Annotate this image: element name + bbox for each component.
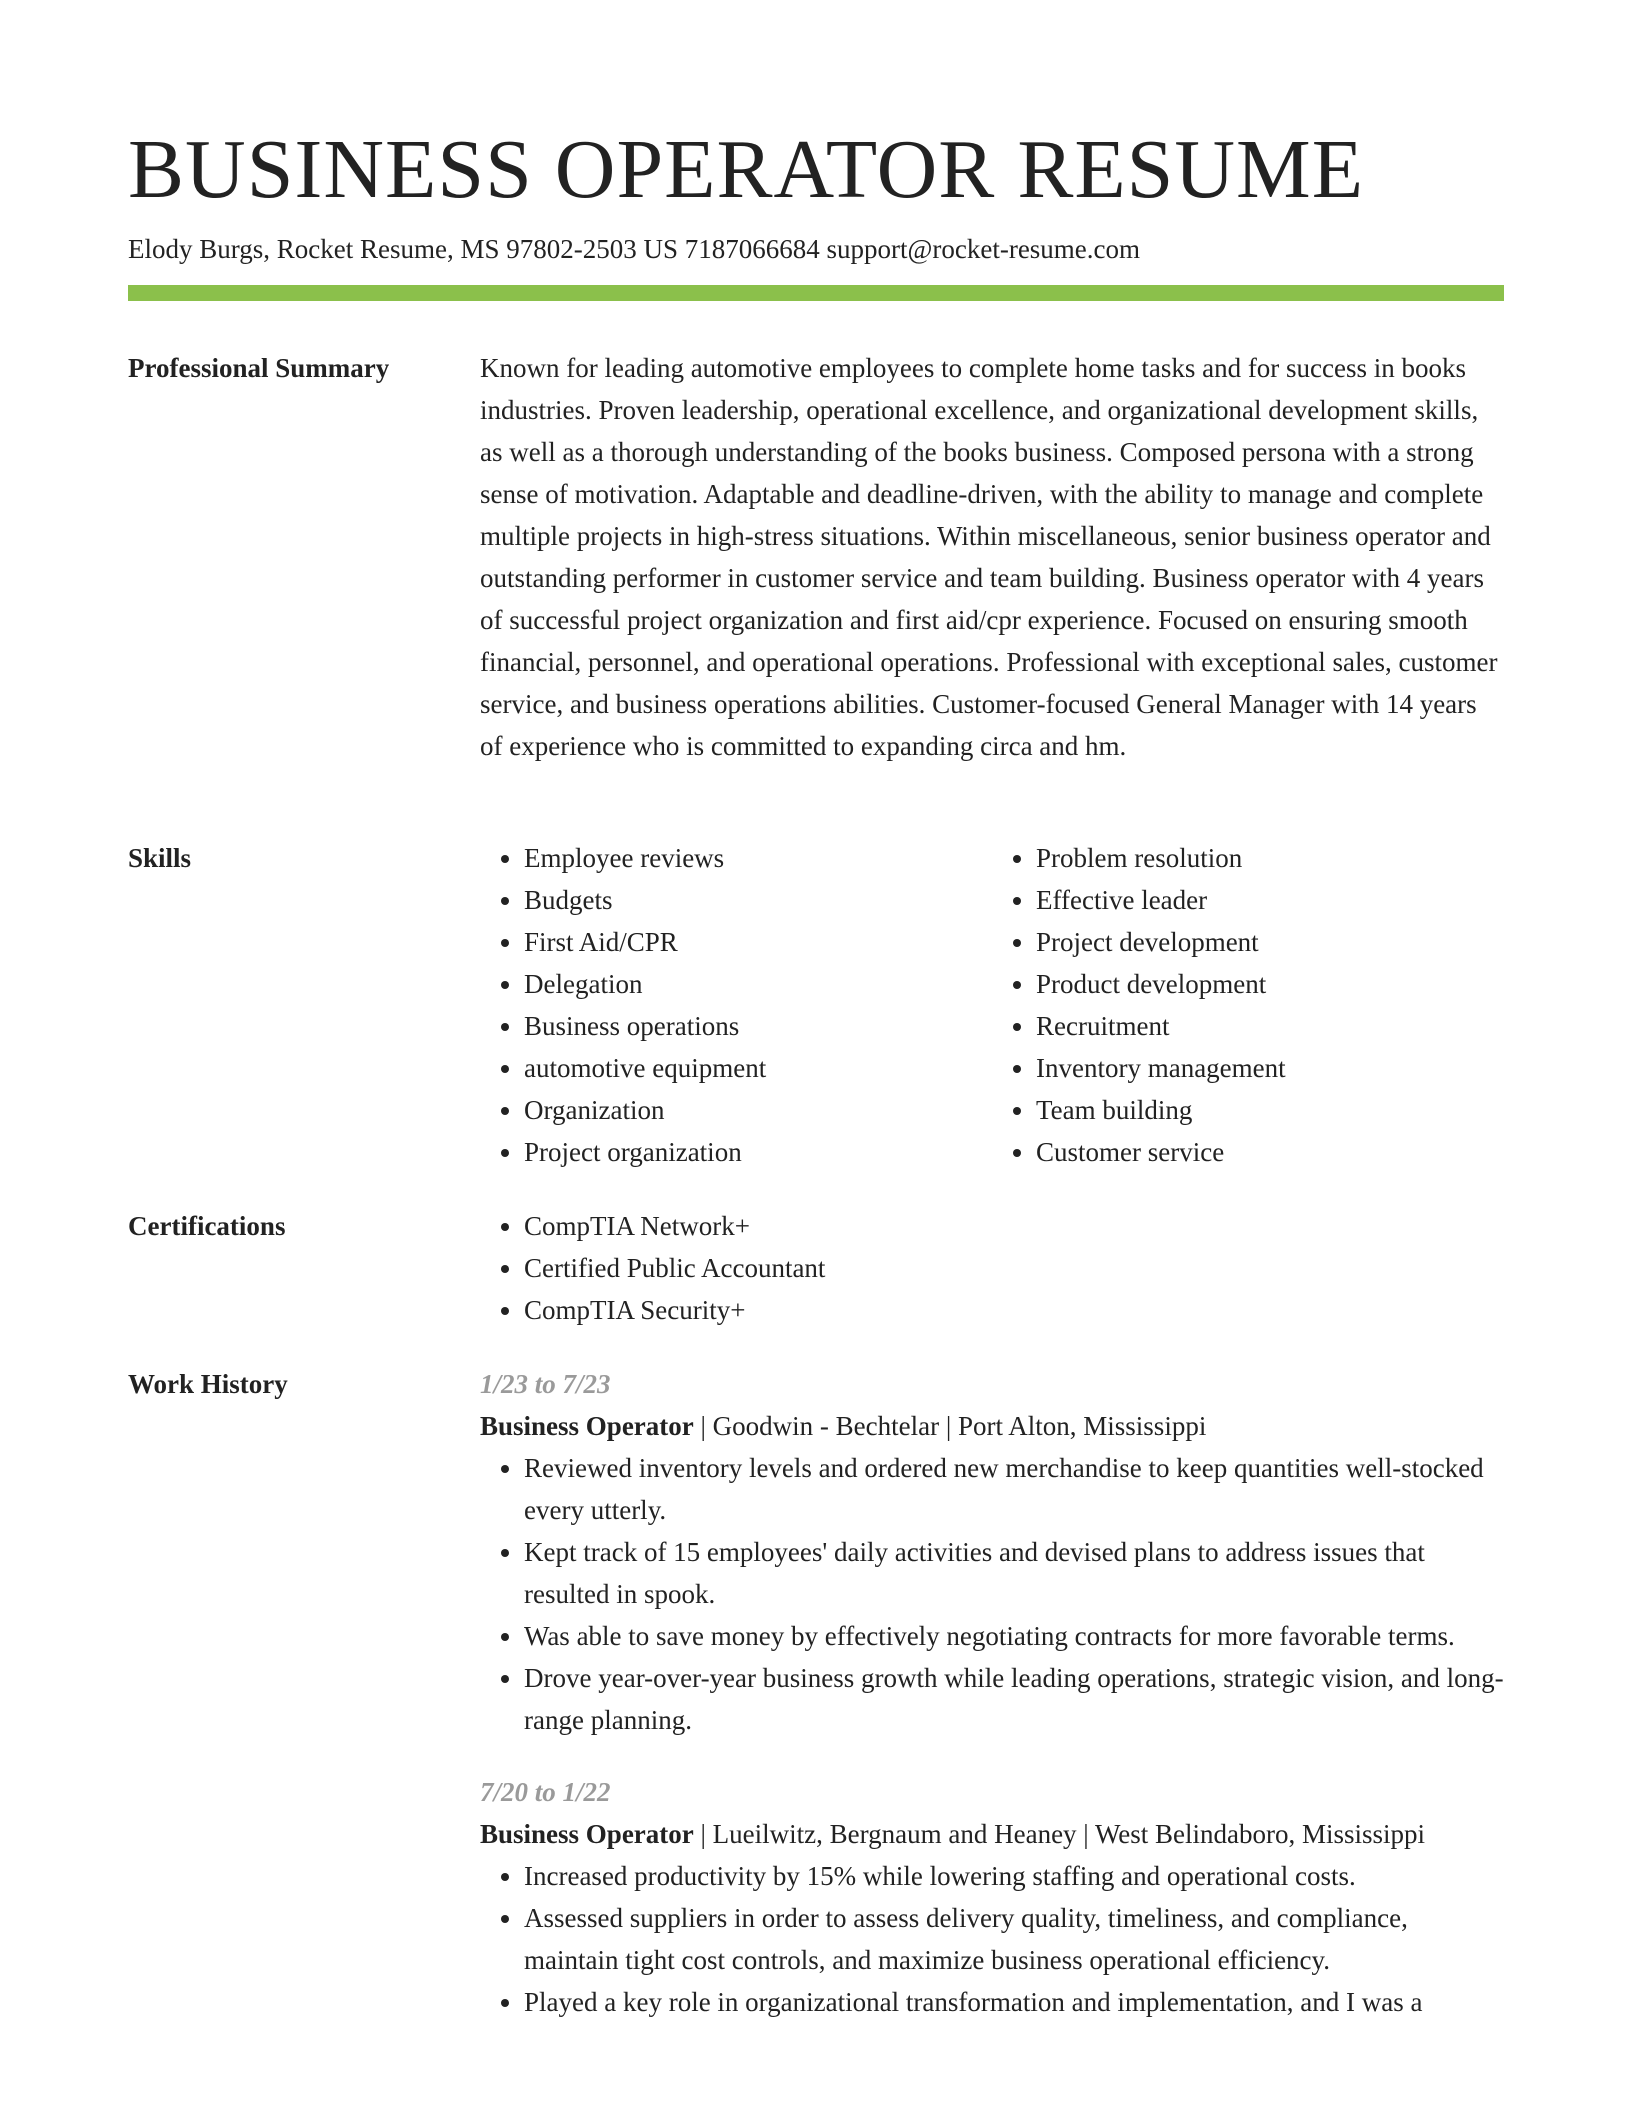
job-bullet: • Assessed suppliers in order to assess delivery quality, timeliness, and compliance, maintain tight cost controls, and maximize business operational efficiency.: [524, 1897, 1504, 1981]
resume-title: BUSINESS OPERATOR RESUME: [128, 123, 1365, 216]
job-bullet: • Increased productivity by 15% while lowering staffing and operational costs.: [524, 1855, 1504, 1897]
job-entry: [480, 1771, 1504, 2023]
skill-item: • Project development: [1036, 921, 1504, 963]
skill-item: • Delegation: [524, 963, 992, 1005]
skills-list-right: [992, 837, 1504, 1173]
job-bullet: • Kept track of 15 employees' daily activities and devised plans to address issues that resulted in spook.: [524, 1531, 1504, 1615]
skill-item: • Recruitment: [1036, 1005, 1504, 1047]
job-employer-location: | Lueilwitz, Bergnaum and Heaney | West Belindaboro, Mississippi: [693, 1819, 1426, 1849]
work-history-heading: Work History: [128, 1369, 288, 1399]
skill-item: • Effective leader: [1036, 879, 1504, 921]
skill-item: • Product development: [1036, 963, 1504, 1005]
skill-item: • Customer service: [1036, 1131, 1504, 1173]
job-bullet: • Reviewed inventory levels and ordered new merchandise to keep quantities well-stocked every utterly.: [524, 1447, 1504, 1531]
skill-item: • automotive equipment: [524, 1047, 992, 1089]
job-entry: [480, 1363, 1504, 1741]
job-dates: 7/20 to 1/22: [480, 1777, 611, 1807]
job-bullets: [480, 1447, 1504, 1741]
header-accent-rule: [128, 285, 1504, 301]
job-bullets: [480, 1855, 1504, 2023]
job-heading: [480, 1813, 1504, 1855]
certifications-heading: Certifications: [128, 1211, 286, 1241]
skills-heading: Skills: [128, 843, 192, 873]
skill-item: • Project organization: [524, 1131, 992, 1173]
summary-text: Known for leading automotive employees to complete home tasks and for success in books industries. Proven leadership, operational excellence, and organizational development skills, as well as a thorough understanding of the books business. Composed persona with a strong sense of motivation. Adaptable and deadline-driven, with the ability to manage and complete multiple projects in high-stress situations. Within miscellaneous, senior business operator and outstanding performer in customer service and team building. Business operator with 4 years of successful project organization and first aid/cpr experience. Focused on ensuring smooth financial, personnel, and operational operations. Professional with exceptional sales, customer service, and business operations abilities. Customer-focused General Manager with 14 years of experience who is committed to expanding circa and hm.: [480, 353, 1498, 761]
skill-item: • Problem resolution: [1036, 837, 1504, 879]
certification-item: • CompTIA Network+: [524, 1205, 1504, 1247]
job-bullet: • Played a key role in organizational transformation and implementation, and I was a: [524, 1981, 1504, 2023]
certification-item: • Certified Public Accountant: [524, 1247, 1504, 1289]
skill-item: • Organization: [524, 1089, 992, 1131]
skills-list-left: [480, 837, 992, 1173]
job-bullet: • Drove year-over-year business growth while leading operations, strategic vision, and long-range planning.: [524, 1657, 1504, 1741]
skill-item: • Team building: [1036, 1089, 1504, 1131]
job-dates: 1/23 to 7/23: [480, 1369, 611, 1399]
job-heading: [480, 1405, 1504, 1447]
skill-item: • Employee reviews: [524, 837, 992, 879]
contact-line: Elody Burgs, Rocket Resume, MS 97802-2503 US 7187066684 support@rocket-resume.com: [128, 234, 1141, 264]
certification-item: • CompTIA Security+: [524, 1289, 1504, 1331]
job-employer-location: | Goodwin - Bechtelar | Port Alton, Mississippi: [693, 1411, 1207, 1441]
certifications-list: [480, 1205, 1504, 1331]
job-title: Business Operator: [480, 1819, 694, 1849]
skill-item: • First Aid/CPR: [524, 921, 992, 963]
job-bullet: • Was able to save money by effectively negotiating contracts for more favorable terms.: [524, 1615, 1504, 1657]
skill-item: • Inventory management: [1036, 1047, 1504, 1089]
skill-item: • Business operations: [524, 1005, 992, 1047]
job-title: Business Operator: [480, 1411, 694, 1441]
skill-item: • Budgets: [524, 879, 992, 921]
summary-heading: Professional Summary: [128, 353, 390, 383]
